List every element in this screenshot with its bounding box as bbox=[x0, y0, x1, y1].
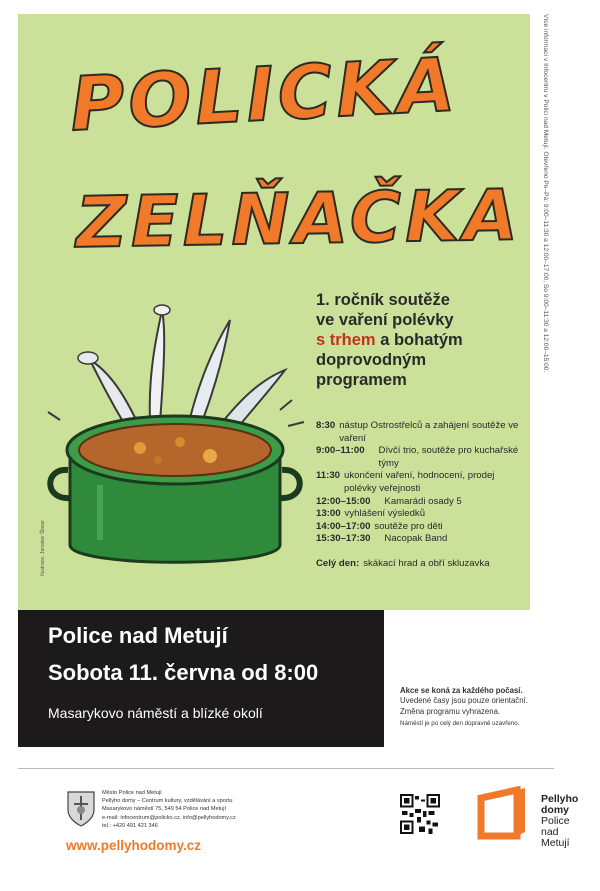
headline-line-5: programem bbox=[316, 371, 407, 389]
headline bbox=[316, 290, 526, 390]
organizer-line-2: Pellyho domy – Centrum kultury, vzdělávání a sportu bbox=[102, 798, 233, 805]
schedule-time: 9:00–11:00 bbox=[316, 445, 365, 457]
notice-bold: Akce se koná za každého počasí. bbox=[400, 686, 523, 695]
headline-line-3-rest: a bohatým bbox=[375, 331, 463, 349]
schedule-text: Nacopak Band bbox=[384, 533, 448, 545]
weather-notice bbox=[400, 686, 560, 730]
schedule-time: 13:00 bbox=[316, 508, 341, 520]
soup-pot-icon bbox=[30, 300, 320, 580]
all-day-text: skákací hrad a obří skluzavka bbox=[363, 557, 490, 569]
schedule-item bbox=[316, 445, 528, 470]
footer-divider bbox=[18, 768, 554, 769]
all-day-item bbox=[316, 558, 528, 571]
schedule-time: 14:00–17:00 bbox=[316, 520, 371, 532]
website-link[interactable]: www.pellyhodomy.cz bbox=[66, 838, 202, 853]
schedule-text: vyhlášení výsledků bbox=[344, 508, 426, 520]
organizer-line-3: Masarykovo náměstí 75, 549 54 Police nad Metují bbox=[102, 806, 227, 813]
title-line-2: ZELŇAČKA bbox=[75, 174, 523, 264]
organizer-info bbox=[102, 789, 272, 830]
schedule-time: 11:30 bbox=[316, 470, 341, 482]
headline-line-2: ve vaření polévky bbox=[316, 311, 454, 329]
schedule-text: Kamarádi osady 5 bbox=[384, 495, 462, 507]
organizer-line-5: tel.: +420 491 421 346 bbox=[102, 822, 158, 829]
qr-code-icon bbox=[400, 794, 440, 834]
illustration-credit: Ilustrace: Jaroslav Šlosar bbox=[40, 520, 46, 576]
logo-line-3: Police bbox=[541, 815, 570, 827]
headline-highlight: s trhem bbox=[316, 331, 376, 349]
pellyho-domy-logo-icon bbox=[477, 786, 529, 842]
schedule-item bbox=[316, 508, 528, 521]
title-line-1: POLICKÁ bbox=[68, 41, 461, 149]
schedule-text: ukončení vaření, hodnocení, prodej polévky veřejnosti bbox=[344, 470, 495, 494]
logo-line-5: Metují bbox=[541, 837, 570, 849]
event-place: Masarykovo náměstí a blízké okolí bbox=[48, 705, 263, 721]
schedule-item bbox=[316, 496, 528, 509]
schedule-item bbox=[316, 521, 528, 534]
headline-line-3 bbox=[316, 330, 526, 350]
logo-line-1: Pellyho bbox=[541, 793, 579, 805]
notice-line-2: Uvedené časy jsou pouze orientační. bbox=[400, 696, 528, 706]
event-city: Police nad Metují bbox=[48, 623, 228, 648]
organizer-line-4: e-mail: infocentrum@policko.cz, info@pellyhodomy.cz bbox=[102, 814, 236, 821]
headline-line-1: 1. ročník soutěže bbox=[316, 291, 450, 309]
all-day-label: Celý den: bbox=[316, 557, 360, 569]
schedule-text: nástup Ostrostřelců a zahájení soutěže ve vaření bbox=[339, 420, 519, 444]
schedule-time: 12:00–15:00 bbox=[316, 495, 371, 507]
schedule-item bbox=[316, 533, 528, 546]
side-info-note: Více informací v Infocentru v Polici nad Metují. Otevřeno Po–Pá: 9:00–11:30 a 12:00–17:00, So 9:00–11:30 a 12:00–15:00. bbox=[542, 14, 549, 373]
headline-line-4: doprovodným bbox=[316, 351, 426, 369]
logo-text bbox=[541, 794, 578, 849]
schedule-time: 8:30 bbox=[316, 420, 336, 431]
schedule-text: Dívčí trio, soutěže pro kuchařské týmy bbox=[378, 445, 519, 469]
notice-small: Náměstí je po celý den dopravně uzavřeno. bbox=[400, 720, 520, 728]
soup-pot-illustration bbox=[30, 300, 320, 580]
schedule-text: soutěže pro děti bbox=[374, 520, 443, 532]
town-crest-icon bbox=[66, 790, 96, 828]
schedule-item bbox=[316, 420, 528, 445]
logo-line-2: domy bbox=[541, 804, 570, 816]
schedule-item bbox=[316, 470, 528, 495]
event-date: Sobota 11. června od 8:00 bbox=[48, 660, 319, 685]
logo-line-4: nad bbox=[541, 826, 559, 838]
organizer-line-1: Město Police nad Metují bbox=[102, 790, 162, 796]
program-schedule bbox=[316, 420, 528, 571]
notice-line-3: Změna programu vyhrazena. bbox=[400, 706, 501, 716]
schedule-time: 15:30–17:30 bbox=[316, 533, 371, 545]
